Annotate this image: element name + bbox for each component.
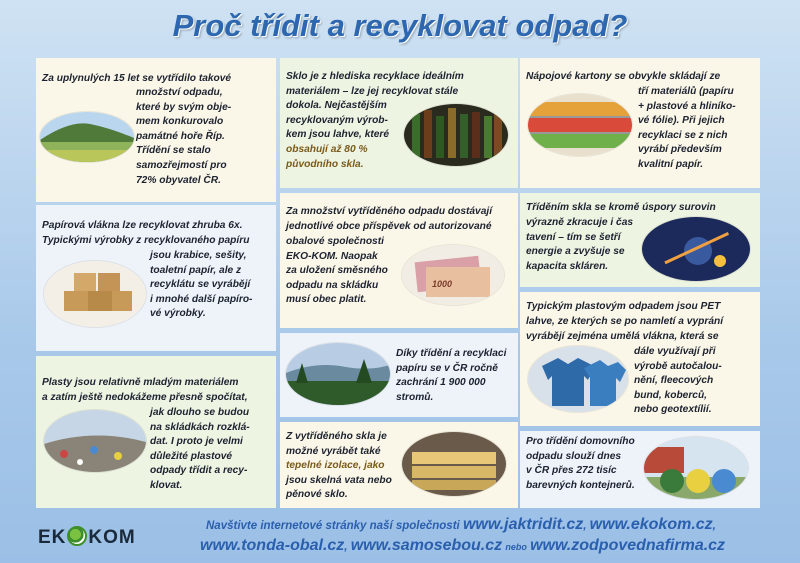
footer-prefix: Navštivte internetové stránky naší společnosti <box>206 520 460 532</box>
link-ekokom[interactable]: www.ekokom.cz <box>589 516 713 533</box>
card-text: recyklovaným výrob- <box>286 114 388 126</box>
card-text: nění, fleecových <box>634 375 714 387</box>
card-text: vé fólie). Při jejich <box>638 115 725 127</box>
card-glass <box>280 58 518 188</box>
glass-wool-photo-image <box>402 432 506 496</box>
card-text: tavení – tím se šetří <box>526 231 621 243</box>
card-text: klovat. <box>150 479 183 491</box>
card-text: kem jsou lahve, které <box>286 129 390 141</box>
card-text: vyrábějí zejména umělá vlákna, která se <box>526 331 719 342</box>
card-text: Díky třídění a recyklaci <box>396 348 507 359</box>
card-text: materiálem – lze jej recyklovat stále <box>286 85 459 97</box>
forest-photo-image <box>286 343 390 405</box>
card-cartons <box>520 58 760 188</box>
footer-conjunction: nebo <box>505 542 527 552</box>
card-insulation <box>280 422 518 508</box>
card-text: možné vyrábět také <box>286 445 381 457</box>
card-text: tří materiálů (papíru <box>638 86 734 97</box>
link-tonda-obal[interactable]: www.tonda-obal.cz <box>200 537 345 554</box>
footer-separator: , <box>712 520 716 532</box>
card-text: Třídění se stalo <box>136 145 211 157</box>
card-text: výrobě autočalou- <box>634 360 722 372</box>
landfill-photo-image <box>44 410 146 472</box>
card-text: jednotlivé obce příspěvek od autorizované <box>286 221 492 232</box>
card-text: samozřejmostí pro <box>136 159 227 171</box>
ekokom-logo <box>38 526 136 549</box>
footer-links <box>200 515 796 557</box>
card-text: dále využívají při <box>634 346 716 357</box>
containers-photo-image <box>644 437 748 499</box>
card-text: lahve, ze kterých se po namletí a vyprání <box>526 316 724 327</box>
card-paper <box>36 205 276 351</box>
card-text: papíru se v ČR ročně <box>396 362 498 374</box>
banknotes-photo-image <box>402 245 504 305</box>
card-text: dat. I proto je velmi <box>150 436 243 448</box>
card-text: energie a zvyšuje se <box>526 246 625 258</box>
card-text: památné hoře Říp. <box>136 130 225 142</box>
card-glass-energy <box>520 193 760 287</box>
card-text: obalové společnosti <box>286 236 384 247</box>
bottles-photo-image <box>404 104 508 166</box>
recycle-logo-icon <box>67 526 87 546</box>
card-text: na skládkách rozklá- <box>150 421 250 433</box>
footer-separator: , <box>344 541 348 553</box>
card-text: důležité plastové <box>150 450 233 462</box>
card-text: původního skla. <box>286 158 364 170</box>
card-text: Tříděním skla se kromě úspory surovin <box>526 202 716 213</box>
card-text: jak dlouho se budou <box>150 407 250 418</box>
logo-text-right: KOM <box>88 527 136 548</box>
card-text: musí obec platit. <box>286 294 367 306</box>
card-text: EKO-KOM. Naopak <box>286 250 378 262</box>
card-text: odpady třídit a recy- <box>150 465 248 477</box>
card-text: pěnové sklo. <box>286 489 348 501</box>
card-text: vyrábí především <box>638 144 722 156</box>
card-plastics <box>36 356 276 508</box>
card-text: nebo geotextílií. <box>634 404 712 416</box>
card-text: odpadu na skládku <box>286 279 379 291</box>
card-text: v ČR přes 272 tisíc <box>526 465 617 477</box>
mountain-photo-image <box>40 112 134 162</box>
card-text: Plasty jsou relativně mladým materiálem <box>42 377 239 388</box>
card-pet <box>520 292 760 426</box>
card-text: Nápojové kartony se obvykle skládají ze <box>526 71 721 82</box>
card-text: tepelné izolace, jako <box>286 460 385 472</box>
card-text: recyklátu se vyrábějí <box>150 279 251 291</box>
card-text: mem konkurovalo <box>136 116 224 128</box>
card-text: Za uplynulých 15 let se vytřídilo takové <box>42 73 232 84</box>
card-text: 72% obyvatel ČR. <box>136 174 221 186</box>
card-text: recyklaci se z nich <box>638 129 728 141</box>
card-text: výrazně zkracuje i čas <box>526 217 634 228</box>
card-rip <box>36 58 276 202</box>
link-jaktridit[interactable]: www.jaktridit.cz <box>462 516 584 533</box>
card-text: kvalitní papír. <box>638 158 704 170</box>
card-text: za uložení směsného <box>286 265 388 277</box>
card-text: Pro třídění domovního <box>526 436 635 447</box>
card-text: obsahují až 80 % <box>286 143 368 155</box>
card-text: množství odpadu, <box>136 87 223 98</box>
link-samosebou[interactable]: www.samosebou.cz <box>350 537 503 554</box>
card-trees <box>280 333 518 417</box>
card-ekokom <box>280 193 518 328</box>
card-text: toaletní papír, ale z <box>150 264 242 276</box>
card-text: Z vytříděného skla je <box>286 431 387 442</box>
card-text: bund, koberců, <box>634 389 708 401</box>
page-title: Proč třídit a recyklovat odpad? <box>172 8 628 43</box>
footer-separator: , <box>583 520 587 532</box>
card-text: Typickými výrobky z recyklovaného papíru <box>42 235 250 246</box>
card-text: + plastové a hliníko- <box>638 100 736 112</box>
cartons-shelf-photo-image <box>528 94 632 156</box>
card-text: barevných kontejnerů. <box>526 479 635 491</box>
card-text: dokola. Nejčastějším <box>286 100 387 112</box>
fleece-jackets-photo-image <box>528 346 628 412</box>
card-text: jsou skelná vata nebo <box>286 474 392 486</box>
card-text: stromů. <box>396 391 434 403</box>
card-text: a zatím ještě nedokážeme přesně spočítat, <box>42 392 248 403</box>
banknote-denomination: 1000 <box>432 279 453 289</box>
card-text: Za množství vytříděného odpadu dostávají <box>286 206 493 217</box>
card-text: kapacita skláren. <box>526 260 609 272</box>
card-text: Sklo je z hlediska recyklace ideálním <box>286 71 464 82</box>
card-text: jsou krabice, sešity, <box>150 250 247 261</box>
card-text: odpadu slouží dnes <box>526 450 622 462</box>
link-zodpovednafirma[interactable]: www.zodpovednafirma.cz <box>530 537 726 554</box>
card-text: Papírová vlákna lze recyklovat zhruba 6x. <box>42 220 243 231</box>
glass-furnace-photo-image <box>642 217 750 281</box>
card-text: Typickým plastovým odpadem jsou PET <box>526 301 721 312</box>
card-text: zachrání 1 900 000 <box>396 377 486 389</box>
logo-text-left: EK <box>38 527 67 548</box>
card-text: které by svým obje- <box>136 101 232 113</box>
card-text: vé výrobky. <box>150 308 206 320</box>
boxes-photo-image <box>44 261 146 327</box>
card-containers <box>520 431 760 508</box>
card-text: i mnohé další papíro- <box>150 293 253 305</box>
